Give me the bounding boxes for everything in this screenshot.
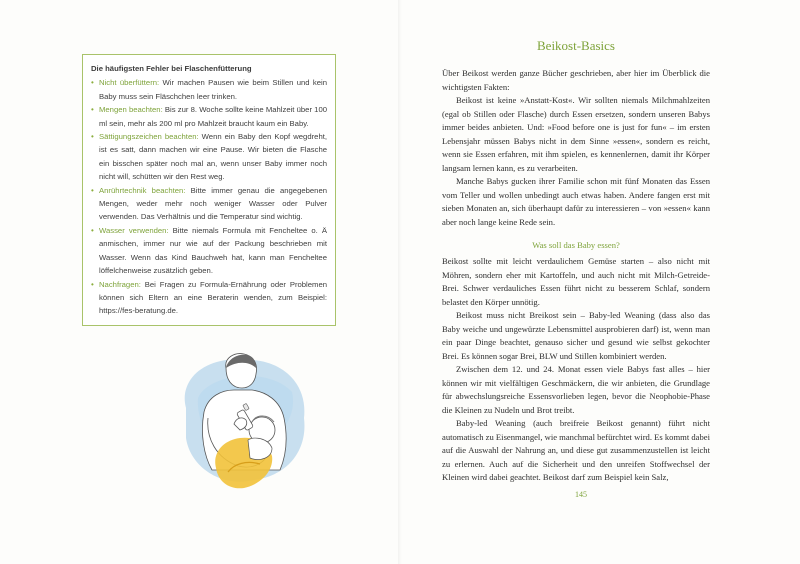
item-text: Bis zur 8. Woche sollte keine Mahlzeit über 100 ml sein, mehr als 200 ml pro Mahlzeit braucht kaum ein Baby. <box>99 105 327 128</box>
item-keyword: Nicht überfüttern: <box>99 78 160 88</box>
intro-paragraph: Über Beikost werden ganze Bücher geschrieben, aber hier im Überblick die wichtigsten Fakten: <box>442 68 710 92</box>
book-gutter <box>398 0 402 564</box>
item-text: Bitte immer genau die angegebenen Mengen, weder mehr noch weniger Wasser oder Pulver verwenden. Das Verhältnis und die Temperatur sind wichtig. <box>99 185 327 222</box>
feeding-mistakes-box <box>82 54 336 326</box>
item-text: Wenn ein Baby den Kopf wegdreht, ist es satt, dann machen wir eine Pause. Wir bieten die Flasche ein bisschen später noch mal an, wenn unser Baby immer noch nicht will, schütten wir den Rest weg. <box>99 132 327 182</box>
bullet-icon: • <box>91 185 94 195</box>
item-text: Wir machen Pausen wie beim Stillen und kein Baby muss sein Fläschchen leer trinken. <box>99 78 327 101</box>
body-paragraph: Manche Babys gucken ihrer Familie schon mit fünf Monaten das Essen vom Teller und wollen unbedingt auch etwas haben. Andere fangen erst mit sieben Monaten an, sich überhaupt dafür zu interessieren – von »essen« kann aber noch lange keine Rede sein. <box>442 176 710 227</box>
item-keyword: Sättigungszeichen beachten: <box>99 132 199 142</box>
list-item <box>91 278 327 318</box>
list-item <box>91 76 327 103</box>
item-text: Bitte niemals Formula mit Fencheltee o. Ä anmischen, immer nur wie auf der Packung beschrieben mit Wasser. Wenn das Kind Bauchweh hat, kann man Fencheltee löffelchenweise zusätzlich geben. <box>99 225 327 276</box>
item-text: Bei Fragen zu Formula-Ernährung oder Problemen können sich Eltern an eine Beraterin wenden, zum Beispiel: https://fes-beratung.de. <box>99 279 327 316</box>
bullet-icon: • <box>91 132 94 142</box>
section-heading: Beikost-Basics <box>537 38 615 53</box>
bullet-icon: • <box>91 78 94 88</box>
parent-feeding-baby-illustration <box>168 348 318 508</box>
subsection-heading: Was soll das Baby essen? <box>532 240 620 250</box>
item-keyword: Anrührtechnik beachten: <box>99 185 186 195</box>
body-paragraph: Beikost muss nicht Breikost sein – Baby-led Weaning (dass also das Baby weiche und ungewürzte Lebensmittel ausprobieren darf) ist, wenn man ein paar Dinge beachtet, genauso sicher und gesund wie selbst gekochter Brei. Es können sogar Brei, BLW und Stillen kombiniert werden. <box>442 310 710 361</box>
mistakes-list <box>91 76 327 317</box>
item-keyword: Nachfragen: <box>99 279 141 289</box>
list-item <box>91 224 327 278</box>
body-paragraph: Beikost ist keine »Anstatt-Kost«. Wir sollten niemals Milchmahlzeiten (egal ob Stillen oder Flasche) durch Essen ersetzen, sondern unseren Babys immer beides anbieten. Und: »Food before one is just for fun« – im ersten Lebensjahr müssen Babys nicht in dem Sinne »essen«, sondern es reicht, wenn sie Essen erfahren, mit ihm spielen, es kennenlernen, damit ihr Körper langsam lernen kann, es zu verarbeiten. <box>442 95 710 173</box>
list-item <box>91 184 327 224</box>
body-paragraph: Baby-led Weaning (auch breifreie Beikost genannt) führt nicht automatisch zu Eisenmangel, wie manchmal befürchtet wird. Es kommt dabei auf die Auswahl der Nahrung an, und diese gut zusammenzustellen ist leicht zu erlernen. Auch auf die Sicherheit und den unreifen Stoffwechsel der Kleinen wird dabei geachtet. Beikost darf zum Beispiel kein Salz, <box>442 418 710 482</box>
bullet-icon: • <box>91 279 94 289</box>
item-keyword: Mengen beachten: <box>99 105 163 115</box>
list-item <box>91 103 327 130</box>
list-item <box>91 130 327 184</box>
page-number: 145 <box>575 490 587 499</box>
item-keyword: Wasser verwenden: <box>99 225 169 235</box>
box-title: Die häufigsten Fehler bei Flaschenfütterung <box>91 64 252 73</box>
body-paragraph: Zwischen dem 12. und 24. Monat essen viele Babys fast alles – hier können wir mit vielfältigen Geschmäckern, die wir anbieten, die Grundlage für abwechslungsreiche Essensvorlieben legen, bevor die Neophobie-Phase die Kleinen zu Nudeln und Brot treibt. <box>442 364 710 415</box>
bullet-icon: • <box>91 225 94 235</box>
bullet-icon: • <box>91 105 94 115</box>
right-page-column <box>442 36 710 485</box>
body-paragraph: Beikost sollte mit leicht verdaulichem Gemüse starten – also nicht mit Möhren, sondern eher mit Kartoffeln, und auch nicht mit Milch-Getreide-Brei. Schwer verdauliches Essen führt nicht zu besserem Schlaf, sondern belastet den Körper unnötig. <box>442 256 710 307</box>
